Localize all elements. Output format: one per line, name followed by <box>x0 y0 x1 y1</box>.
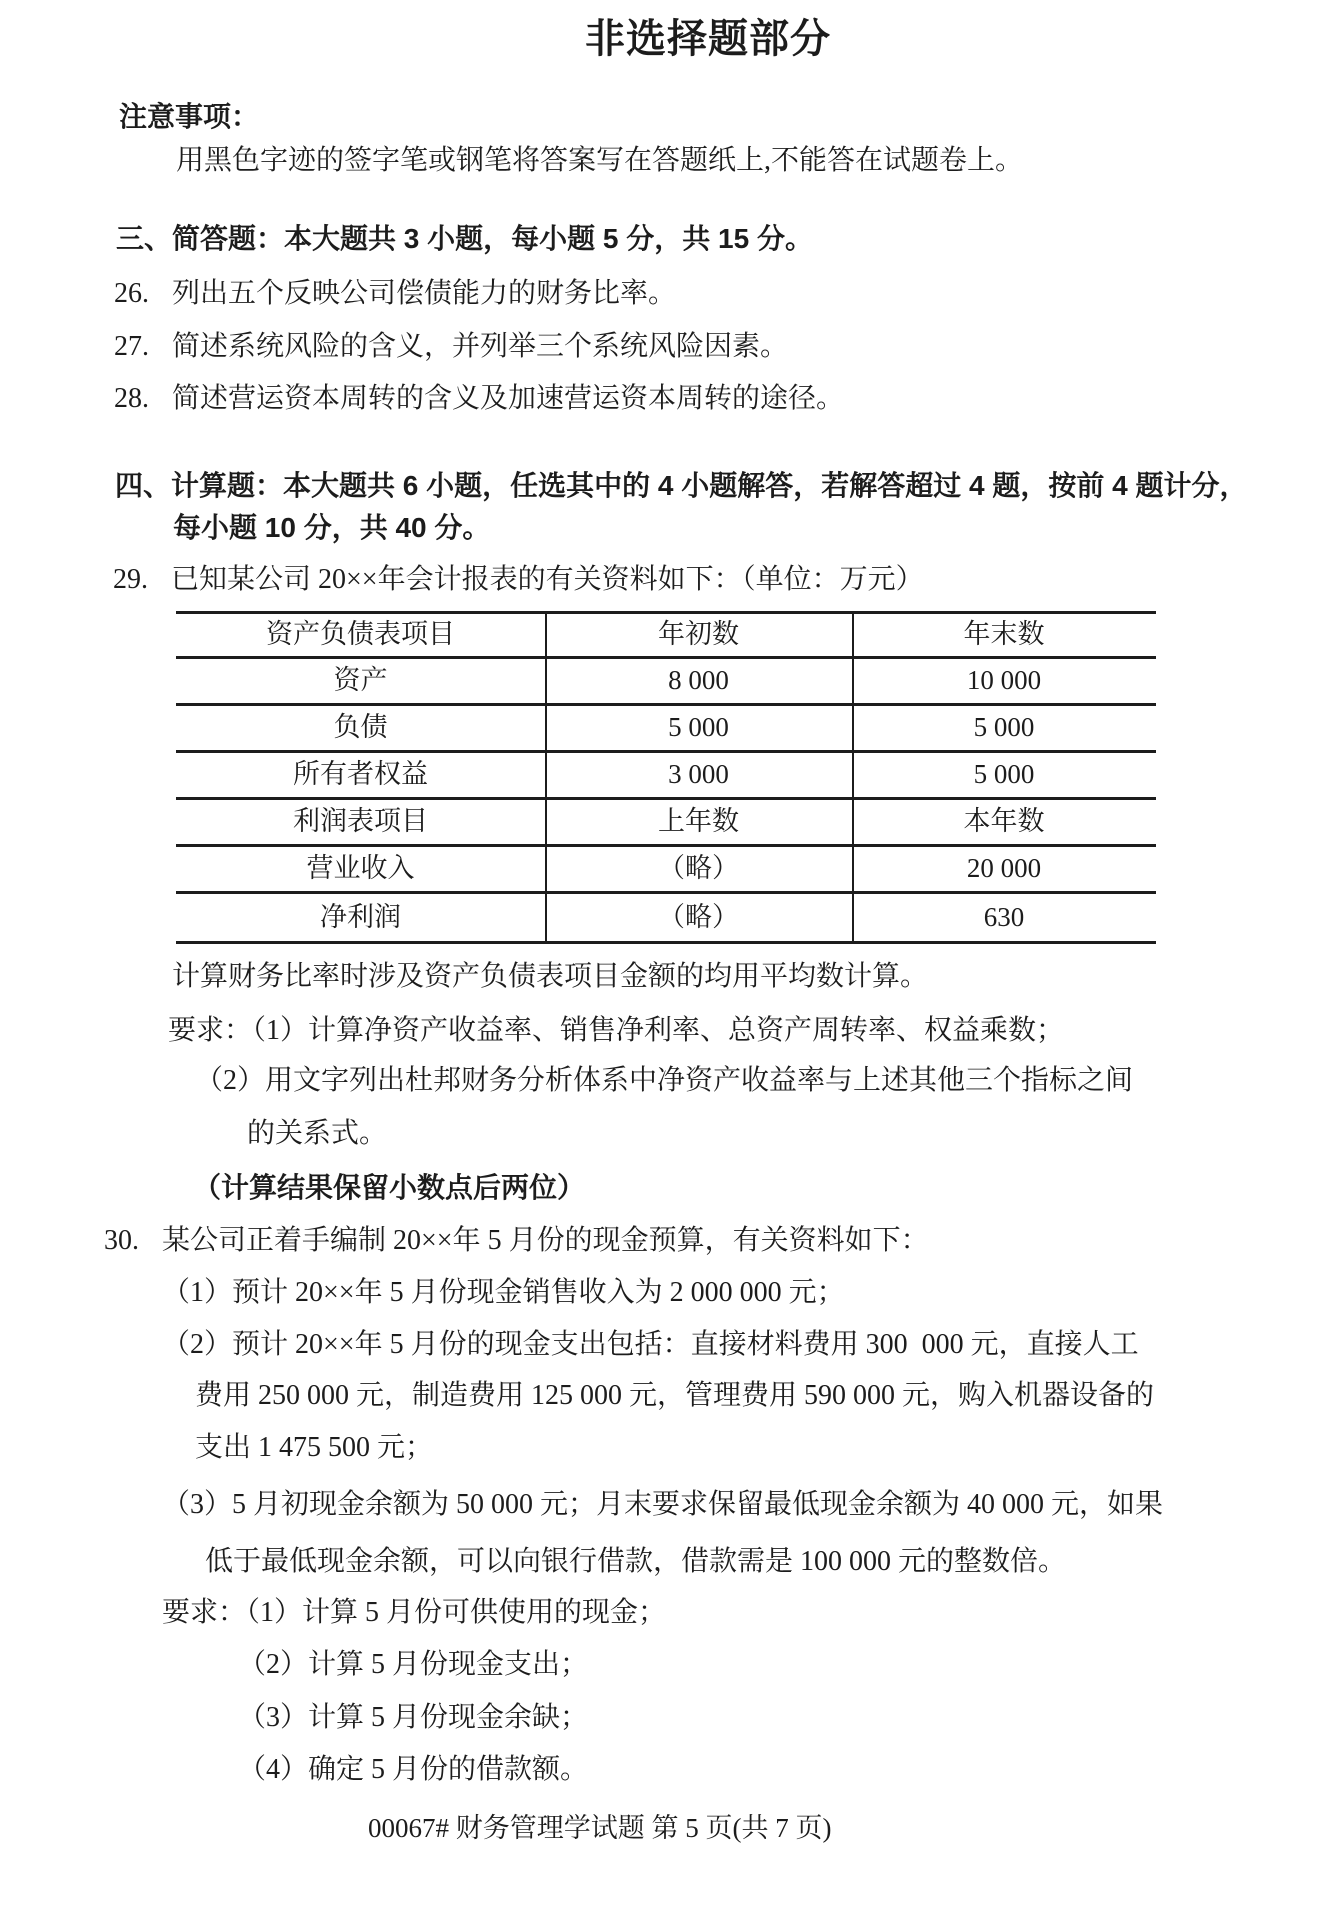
table-cell: 10 000 <box>966 665 1042 696</box>
question-30-intro: 某公司正着手编制 20××年 5 月份的现金预算，有关资料如下： <box>162 1225 929 1256</box>
question-30 <box>104 1224 929 1257</box>
question-30-requirement-4: （4）确定 5 月份的借款额。 <box>238 1754 589 1785</box>
table-cell: 资产 <box>333 665 388 696</box>
question-26-number: 26. <box>114 278 149 309</box>
table-column-divider-2 <box>852 614 854 944</box>
table-cell: 营业收入 <box>306 853 415 884</box>
table-row <box>176 753 1156 800</box>
table-cell: 5 000 <box>668 712 729 743</box>
table-cell: 所有者权益 <box>293 759 428 790</box>
table-column-divider-1 <box>545 614 547 944</box>
notice-heading: 注意事项： <box>119 101 260 132</box>
question-29-rounding-note: （计算结果保留小数点后两位） <box>193 1172 586 1203</box>
question-28-text: 简述营运资本周转的含义及加速营运资本周转的途径。 <box>172 383 845 414</box>
page-footer: 00067# 财务管理学试题 第 5 页(共 7 页) <box>368 1813 832 1843</box>
question-29 <box>113 563 924 596</box>
question-29-intro: 已知某公司 20××年会计报表的有关资料如下：（单位：万元） <box>171 564 924 595</box>
table-header-cell: 资产负债表项目 <box>266 619 455 650</box>
question-29-note: 计算财务比率时涉及资产负债表项目金额的均用平均数计算。 <box>172 961 929 992</box>
page-title: 非选择题部分 <box>585 17 831 61</box>
section3-heading: 三、简答题：本大题共 3 小题，每小题 5 分，共 15 分。 <box>116 223 813 254</box>
table-cell: 净利润 <box>320 901 401 932</box>
section4-heading-line1: 四、计算题：本大题共 6 小题，任选其中的 4 小题解答，若解答超过 4 题，按前 4 题计分， <box>115 470 1248 501</box>
table-cell: 5 000 <box>973 712 1035 743</box>
question-30-requirement-2: （2）计算 5 月份现金支出； <box>238 1649 589 1680</box>
question-30-item-2-line-2: 费用 250 000 元，制造费用 125 000 元，管理费用 590 000 元，购入机器设备的 <box>195 1380 1155 1411</box>
table-cell: 利润表项目 <box>293 806 428 837</box>
question-28-number: 28. <box>114 383 149 414</box>
notice-text: 用黑色字迹的签字笔或钢笔将答案写在答题纸上,不能答在试题卷上。 <box>176 145 1024 176</box>
question-30-requirement-3: （3）计算 5 月份现金余缺； <box>238 1702 589 1733</box>
table-row <box>176 706 1156 753</box>
table-row <box>176 800 1156 847</box>
table-cell: 负债 <box>333 712 388 743</box>
table-row <box>176 847 1156 894</box>
table-cell: 20 000 <box>966 853 1042 884</box>
balance-sheet-table <box>176 611 1156 944</box>
question-27-number: 27. <box>114 331 149 362</box>
table-cell: （略） <box>658 901 739 932</box>
table-cell: 5 000 <box>973 759 1035 790</box>
question-30-number: 30. <box>104 1225 139 1256</box>
table-row <box>176 894 1156 944</box>
section4-heading-line2: 每小题 10 分，共 40 分。 <box>173 512 491 543</box>
table-cell: 3 000 <box>668 759 729 790</box>
question-26-text: 列出五个反映公司偿债能力的财务比率。 <box>172 278 677 309</box>
question-28 <box>114 382 844 415</box>
table-header-row <box>176 614 1156 659</box>
question-30-item-1: （1）预计 20××年 5 月份现金销售收入为 2 000 000 元； <box>162 1277 845 1308</box>
question-29-number: 29. <box>113 564 148 595</box>
table-header-cell: 年末数 <box>963 619 1045 650</box>
question-29-requirement-1: 要求：（1）计算净资产收益率、销售净利率、总资产周转率、权益乘数； <box>168 1015 1065 1046</box>
question-30-item-3-line-1: （3）5 月初现金余额为 50 000 元；月末要求保留最低现金余额为 40 000 元，如果 <box>162 1489 1164 1520</box>
table-cell: 本年数 <box>963 806 1045 837</box>
table-row <box>176 659 1156 706</box>
question-27-text: 简述系统风险的含义，并列举三个系统风险因素。 <box>172 331 789 362</box>
question-27 <box>114 330 788 363</box>
question-30-item-2-line-3: 支出 1 475 500 元； <box>195 1432 434 1463</box>
table-cell: （略） <box>658 853 739 884</box>
question-30-requirement-1: 要求：（1）计算 5 月份可供使用的现金； <box>162 1597 667 1628</box>
table-cell: 630 <box>983 901 1025 932</box>
question-30-item-3-line-2: 低于最低现金余额，可以向银行借款，借款需是 100 000 元的整数倍。 <box>205 1546 1067 1577</box>
table-cell: 上年数 <box>658 806 739 837</box>
question-29-requirement-2-cont: 的关系式。 <box>247 1118 388 1149</box>
question-26 <box>114 277 676 310</box>
question-30-item-2-line-1: （2）预计 20××年 5 月份的现金支出包括：直接材料费用 300 000 元，直接人工 <box>162 1329 1139 1360</box>
table-cell: 8 000 <box>668 665 729 696</box>
table-header-cell: 年初数 <box>658 619 739 650</box>
question-29-requirement-2: （2）用文字列出杜邦财务分析体系中净资产收益率与上述其他三个指标之间 <box>195 1065 1134 1096</box>
